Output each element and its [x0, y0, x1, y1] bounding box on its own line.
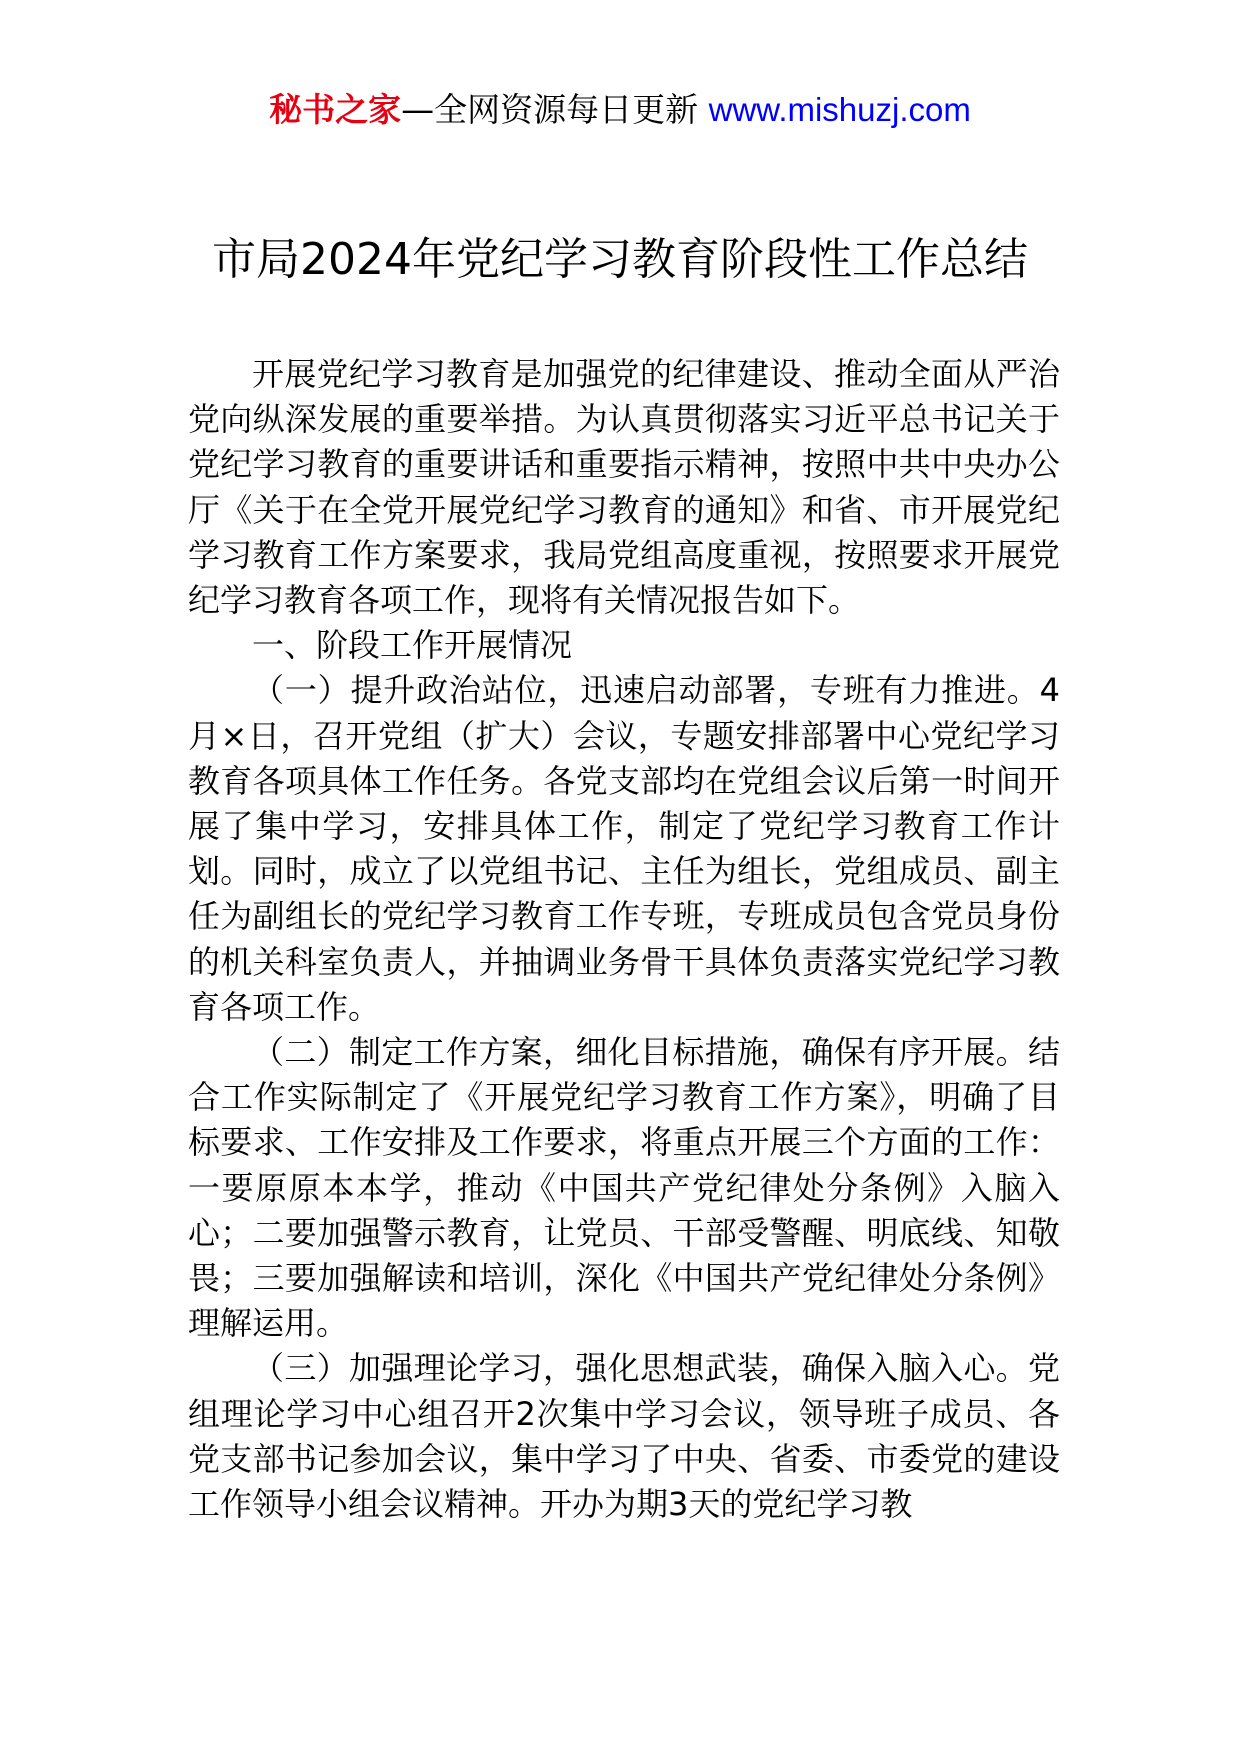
document-title: 市局2024年党纪学习教育阶段性工作总结 — [212, 234, 1028, 285]
site-url-link[interactable]: www.mishuzj.com — [708, 91, 971, 128]
site-banner — [0, 88, 1240, 132]
document-body — [188, 352, 1060, 1527]
paragraph-item-3: （三）加强理论学习，强化思想武装，确保入脑入心。党组理论学习中心组召开2次集中学习会议，领导班子成员、各党支部书记参加会议，集中学习了中央、省委、市委党的建设工作领导小组会议精神。开办为期3天的党纪学习教 — [188, 1349, 1060, 1524]
section-heading: 一、阶段工作开展情况 — [252, 626, 573, 665]
brand-name: 秘书之家 — [269, 90, 402, 129]
paragraph-item-2: （二）制定工作方案，细化目标措施，确保有序开展。结合工作实际制定了《开展党纪学习教育工作方案》，明确了目标要求、工作安排及工作要求，将重点开展三个方面的工作：一要原原本本学，推动《中国共产党纪律处分条例》入脑入心；二要加强警示教育，让党员、干部受警醒、明底线、知敬畏；三要加强解读和培训，深化《中国共产党纪律处分条例》理解运用。 — [188, 1033, 1060, 1343]
paragraph-item-1: （一）提升政治站位，迅速启动部署，专班有力推进。4月×日，召开党组（扩大）会议，专题安排部署中心党纪学习教育各项具体工作任务。各党支部均在党组会议后第一时间开展了集中学习，安排具体工作，制定了党纪学习教育工作计划。同时，成立了以党组书记、主任为组长，党组成员、副主任为副组长的党纪学习教育工作专班，专班成员包含党员身份的机关科室负责人，并抽调业务骨干具体负责落实党纪学习教育各项工作。 — [188, 671, 1060, 1026]
brand-tagline: —全网资源每日更新 — [401, 90, 709, 129]
paragraph-intro: 开展党纪学习教育是加强党的纪律建设、推动全面从严治党向纵深发展的重要举措。为认真贯彻落实习近平总书记关于党纪学习教育的重要讲话和重要指示精神，按照中共中央办公厅《关于在全党开展党纪学习教育的通知》和省、市开展党纪学习教育工作方案要求，我局党组高度重视，按照要求开展党纪学习教育各项工作，现将有关情况报告如下。 — [188, 355, 1060, 620]
